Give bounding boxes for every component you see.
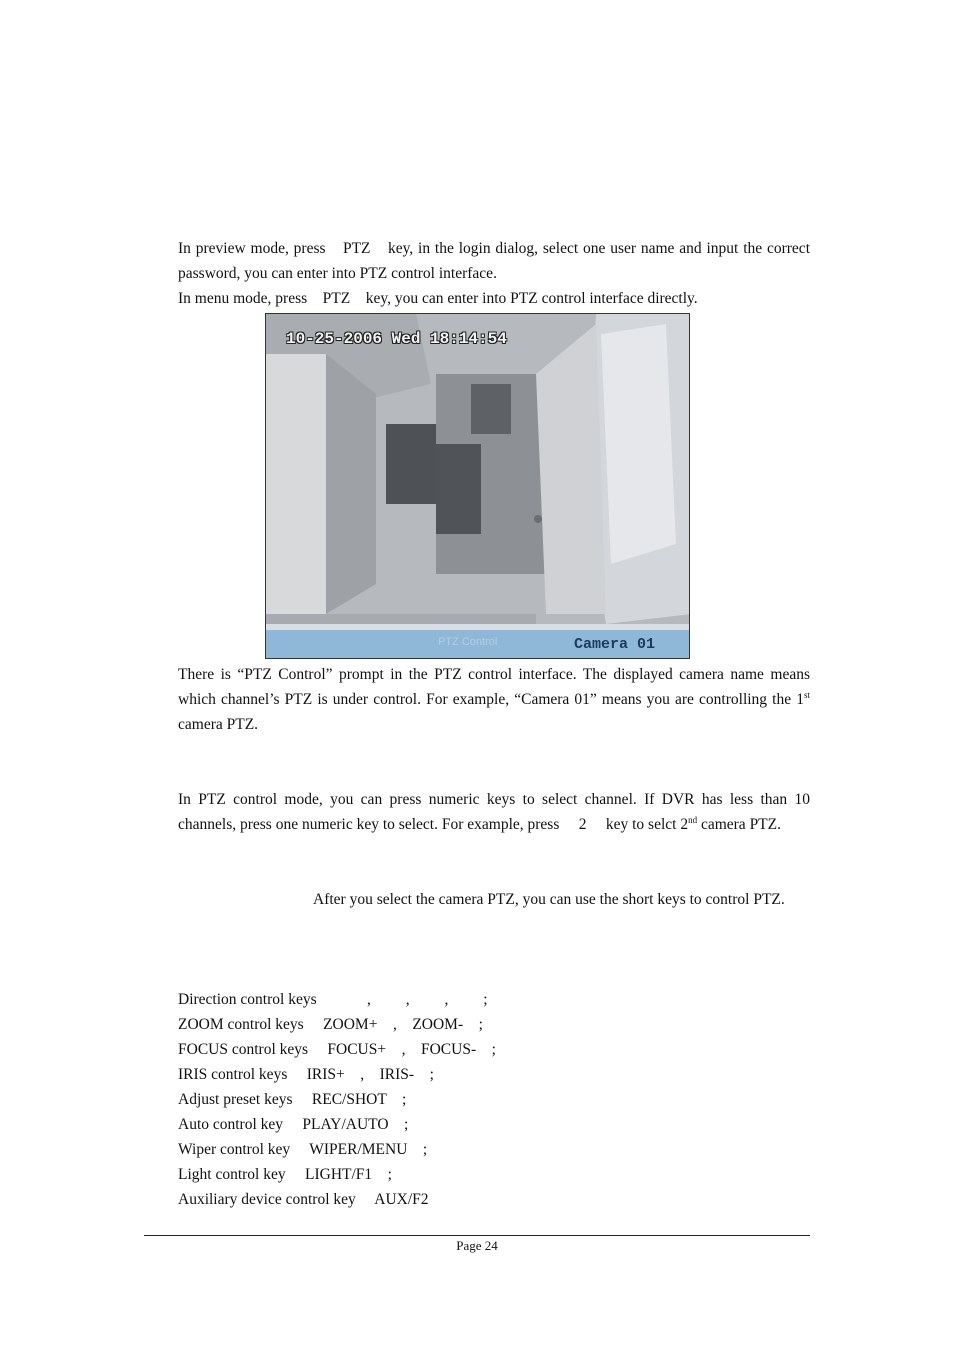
- intro-paragraph-1: In preview mode, press PTZ key, in the login dialog, select one user name and input the correct password, you can enter into PTZ control interface.: [178, 240, 810, 282]
- key-line-auto: Auto control key PLAY/AUTO ;: [178, 1116, 409, 1133]
- key-line-light: Light control key LIGHT/F1 ;: [178, 1166, 392, 1183]
- footer-rule: [144, 1235, 810, 1236]
- room-scene-image: [266, 314, 690, 659]
- key-line-iris: IRIS control keys IRIS+ , IRIS- ;: [178, 1066, 434, 1083]
- ptz-screenshot: [265, 313, 690, 659]
- ptz-status-bar: [266, 624, 689, 658]
- key-line-preset: Adjust preset keys REC/SHOT ;: [178, 1091, 407, 1108]
- camera-name: Camera 01: [574, 636, 656, 653]
- key-line-direction: Direction control keys , , , ;: [178, 991, 488, 1008]
- key-line-zoom: ZOOM control keys ZOOM+ , ZOOM- ;: [178, 1016, 483, 1033]
- ptz-control-prompt: PTZ Control: [438, 636, 498, 648]
- page-number: Page 24: [456, 1238, 498, 1253]
- key-line-wiper: Wiper control key WIPER/MENU ;: [178, 1141, 428, 1158]
- intro-paragraph-2: In menu mode, press PTZ key, you can enter into PTZ control interface directly.: [178, 290, 698, 307]
- short-keys-paragraph: After you select the camera PTZ, you can use the short keys to control PTZ.: [313, 891, 785, 908]
- key-line-focus: FOCUS control keys FOCUS+ , FOCUS- ;: [178, 1041, 496, 1058]
- select-channel-paragraph: In PTZ control mode, you can press numeric keys to select channel. If DVR has less than 10 channels, press one numeric key to select. For example, press 2 key to selct 2nd camera PTZ.: [178, 791, 810, 833]
- osd-timestamp: 10-25-2006 Wed 18:14:54: [286, 330, 507, 348]
- description-paragraph: There is “PTZ Control” prompt in the PTZ control interface. The displayed camera name means which channel’s PTZ is under control. For example, “Camera 01” means you are controlling the 1st camera PTZ.: [178, 666, 810, 733]
- key-line-aux: Auxiliary device control key AUX/F2: [178, 1191, 429, 1208]
